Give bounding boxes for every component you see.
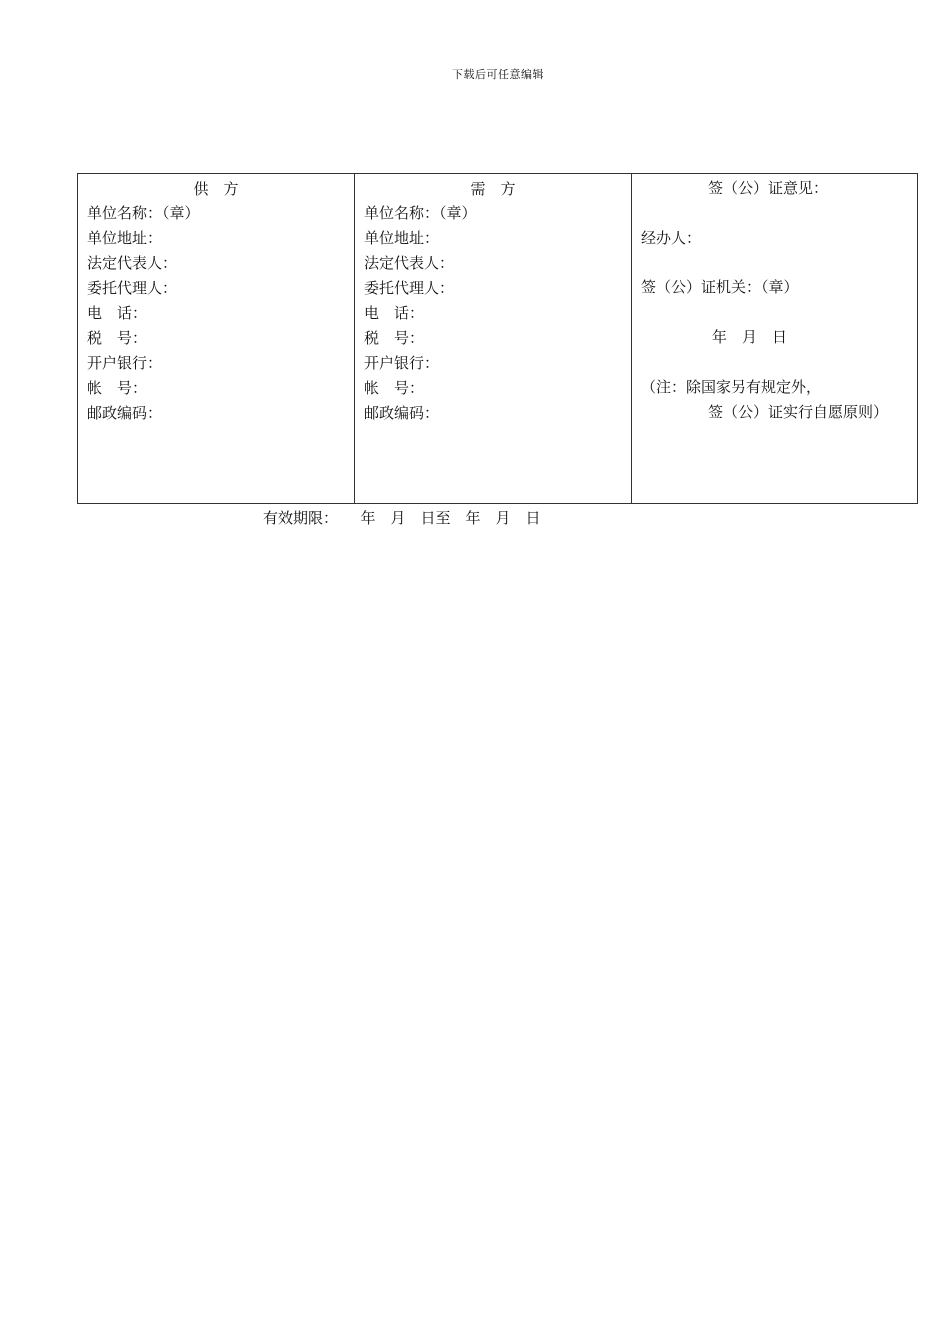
notary-note-line-1: （注：除国家另有规定外， bbox=[641, 378, 822, 396]
supplier-heading: 供 方 bbox=[193, 180, 239, 198]
notary-opinion-heading: 签（公）证意见： bbox=[708, 179, 829, 197]
buyer-postal-code-field: 邮政编码： bbox=[364, 404, 440, 422]
supplier-unit-name-field: 单位名称：（章） bbox=[87, 204, 200, 222]
buyer-tax-number-field: 税 号： bbox=[364, 329, 425, 347]
supplier-legal-representative-field: 法定代表人： bbox=[87, 254, 178, 272]
supplier-account-field: 帐 号： bbox=[87, 379, 148, 397]
supplier-authorized-agent-field: 委托代理人： bbox=[87, 279, 178, 297]
supplier-phone-field: 电 话： bbox=[87, 304, 148, 322]
supplier-tax-number-field: 税 号： bbox=[87, 329, 148, 347]
supplier-bank-field: 开户银行： bbox=[87, 354, 163, 372]
supplier-column bbox=[78, 174, 355, 503]
buyer-heading: 需 方 bbox=[470, 180, 516, 198]
buyer-unit-address-field: 单位地址： bbox=[364, 229, 440, 247]
validity-period: 有效期限： 年 月 日至 年 月 日 bbox=[263, 509, 541, 527]
supplier-unit-address-field: 单位地址： bbox=[87, 229, 163, 247]
buyer-bank-field: 开户银行： bbox=[364, 354, 440, 372]
buyer-legal-representative-field: 法定代表人： bbox=[364, 254, 455, 272]
buyer-phone-field: 电 话： bbox=[364, 304, 425, 322]
buyer-authorized-agent-field: 委托代理人： bbox=[364, 279, 455, 297]
buyer-field-list bbox=[364, 203, 627, 428]
buyer-account-field: 帐 号： bbox=[364, 379, 425, 397]
notary-authority-field: 签（公）证机关：（章） bbox=[641, 278, 799, 296]
notary-handler-field: 经办人： bbox=[641, 229, 702, 247]
supplier-field-list bbox=[87, 203, 350, 428]
supplier-postal-code-field: 邮政编码： bbox=[87, 404, 163, 422]
contract-signature-table bbox=[77, 173, 918, 504]
buyer-unit-name-field: 单位名称：（章） bbox=[364, 204, 477, 222]
buyer-column bbox=[355, 174, 632, 503]
notary-column bbox=[632, 174, 917, 503]
notary-note-line-2: 签（公）证实行自愿原则） bbox=[708, 403, 889, 421]
header-note: 下载后可任意编辑 bbox=[452, 68, 544, 81]
notary-date-field: 年 月 日 bbox=[712, 328, 788, 346]
